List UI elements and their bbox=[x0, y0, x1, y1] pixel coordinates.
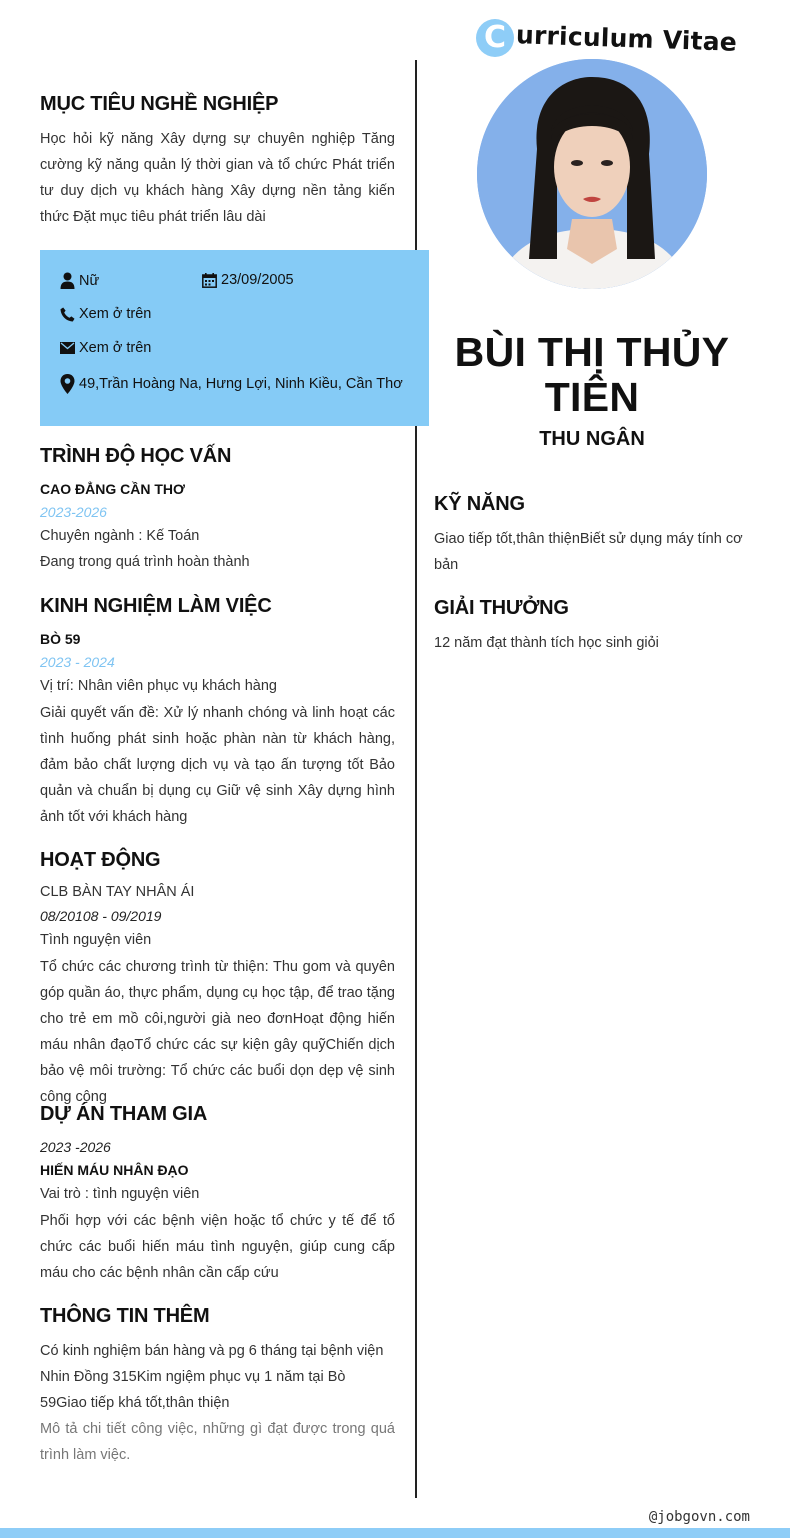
watermark: @jobgovn.com bbox=[648, 1509, 750, 1525]
birthday-row bbox=[202, 272, 294, 288]
additional-title: THÔNG TIN THÊM bbox=[40, 1305, 210, 1327]
profile-photo bbox=[477, 59, 707, 289]
gender-value: Nữ bbox=[79, 272, 100, 289]
experience-title: KINH NGHIỆM LÀM VIỆC bbox=[40, 595, 272, 617]
logo-text: urriculum Vitae bbox=[515, 19, 738, 57]
skills-text: Giao tiếp tốt,thân thiệnBiết sử dụng máy tính cơ bản bbox=[434, 531, 743, 573]
objective-text: Học hỏi kỹ năng Xây dựng sự chuyên nghiệp Tăng cường kỹ năng quản lý thời gian và tổ chức Phát triển tư duy dịch vụ khách hàng Xây dựng nền tảng kiến thức Đặt mục tiêu phát triển lâu dài bbox=[40, 131, 395, 225]
awards-text: 12 năm đạt thành tích học sinh giỏi bbox=[434, 635, 659, 651]
calendar-icon bbox=[202, 273, 217, 288]
projects-period: 2023 -2026 bbox=[40, 1139, 111, 1155]
candidate-name bbox=[434, 330, 750, 420]
person-icon bbox=[60, 272, 75, 289]
logo-letter: C bbox=[476, 19, 514, 57]
experience-description: Giải quyết vấn đề: Xử lý nhanh chóng và linh hoạt các tình huống phát sinh hoặc phàn nàn từ khách hàng, đảm bảo chất lượng dịch vụ và tạo ấn tượng tốt Bảo quản và chuẩn bị dụng cụ Giữ vệ sinh Xây dựng hình ảnh tốt với khách hàng bbox=[40, 705, 395, 825]
experience-position: Vị trí: Nhân viên phục vụ khách hàng bbox=[40, 678, 277, 694]
bottom-bar bbox=[0, 1528, 790, 1538]
location-pin-icon bbox=[60, 374, 75, 394]
activities-period: 08/20108 - 09/2019 bbox=[40, 908, 162, 924]
activities-role: Tình nguyện viên bbox=[40, 932, 152, 948]
projects-role: Vai trò : tình nguyện viên bbox=[40, 1186, 200, 1202]
envelope-icon bbox=[60, 342, 75, 354]
address-value: 49,Trần Hoàng Na, Hưng Lợi, Ninh Kiều, Cần Thơ bbox=[79, 376, 403, 392]
phone-icon bbox=[60, 307, 75, 322]
additional-text: Có kinh nghiệm bán hàng và pg 6 tháng tại bệnh viện Nhin Đồng 315Kim ngiệm phục vụ 1 năm tại Bò 59Giao tiếp khá tốt,thân thiện bbox=[40, 1343, 384, 1411]
candidate-name-line1: BÙI THỊ THỦY bbox=[454, 329, 730, 375]
education-title: TRÌNH ĐỘ HỌC VẤN bbox=[40, 445, 232, 467]
gender-row bbox=[60, 272, 99, 289]
education-status: Đang trong quá trình hoàn thành bbox=[40, 554, 250, 570]
skills-title: KỸ NĂNG bbox=[434, 493, 525, 515]
experience-period: 2023 - 2024 bbox=[40, 654, 115, 670]
additional-placeholder: Mô tả chi tiết công việc, những gì đạt được trong quá trình làm việc. bbox=[40, 1421, 395, 1463]
email-row bbox=[60, 340, 151, 356]
contact-box bbox=[40, 250, 429, 426]
education-major: Chuyên ngành : Kế Toán bbox=[40, 528, 200, 544]
address-row bbox=[60, 374, 403, 394]
activities-title: HOẠT ĐỘNG bbox=[40, 849, 161, 871]
phone-row bbox=[60, 306, 151, 322]
projects-title: DỰ ÁN THAM GIA bbox=[40, 1103, 208, 1125]
activities-org: CLB BÀN TAY NHÂN ÁI bbox=[40, 884, 195, 900]
email-value: Xem ở trên bbox=[79, 340, 152, 356]
experience-company: BÒ 59 bbox=[40, 631, 81, 647]
cv-logo bbox=[476, 18, 737, 58]
job-title: THU NGÂN bbox=[539, 428, 645, 450]
birthday-value: 23/09/2005 bbox=[221, 272, 294, 288]
phone-value: Xem ở trên bbox=[79, 306, 152, 322]
activities-description: Tổ chức các chương trình từ thiện: Thu gom và quyên góp quần áo, thực phẩm, dụng cụ học tập, để trao tặng cho trẻ em mồ côi,người già neo đơnHoạt động hiến máu nhân đạoTổ chức các sự kiện gây quỹChiến dịch bảo vệ môi trường: Tổ chức các buổi dọn dẹp vệ sinh công cộng bbox=[40, 959, 395, 1105]
education-period: 2023-2026 bbox=[40, 504, 107, 520]
awards-title: GIẢI THƯỞNG bbox=[434, 597, 569, 619]
objective-title: MỤC TIÊU NGHỀ NGHIỆP bbox=[40, 93, 279, 115]
projects-name: HIẾN MÁU NHÂN ĐẠO bbox=[40, 1162, 189, 1178]
candidate-name-line2: TIÊN bbox=[544, 374, 640, 420]
portrait-illustration bbox=[477, 59, 707, 289]
projects-description: Phối hợp với các bệnh viện hoặc tổ chức y tế để tổ chức các buổi hiến máu tình nguyện, giúp cung cấp máu cho các bệnh nhân cần cấp cứu bbox=[40, 1213, 395, 1281]
education-school: CAO ĐẲNG CẦN THƠ bbox=[40, 481, 185, 497]
